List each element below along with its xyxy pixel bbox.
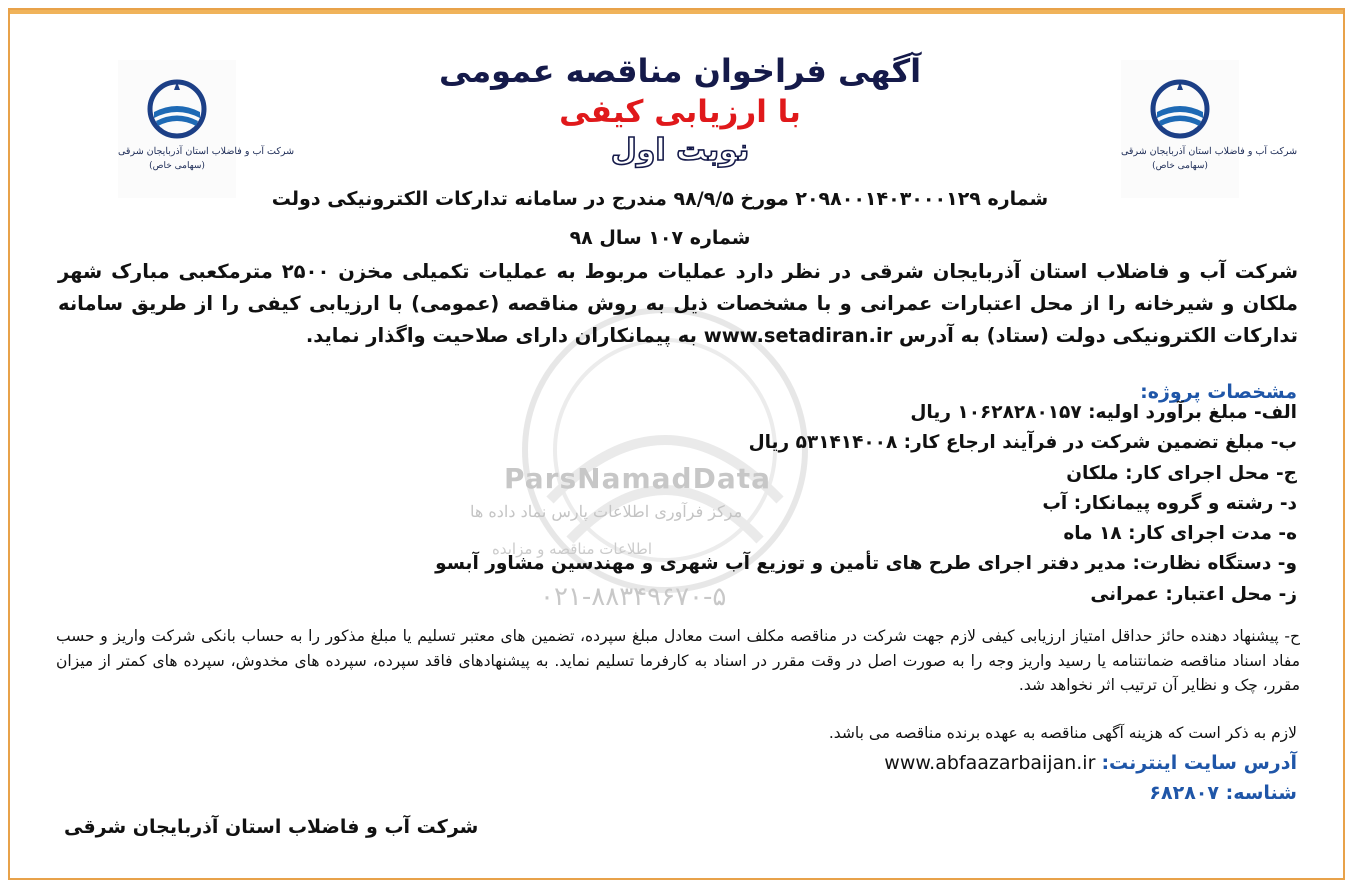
logo-company-name: شرکت آب و فاضلاب استان آذربایجان شرقی (118, 146, 295, 157)
specs-list (197, 398, 1297, 610)
spec-item: ز- محل اعتبار: عمرانی (1090, 583, 1297, 605)
deposit-note: ح- پیشنهاد دهنده حائز حداقل امتیاز ارزیابی کیفی لازم جهت شرکت در مناقصه مکلف است معادل مبلغ سپرده، تضمین های معتبر تسلیم یا مبلغ مذکور را به حساب بانکی شرکت واریز و حسب مفاد اسناد مناقصه ضمانتنامه یا رسید واریز وجه را به صورت اصل در وقت مقرر در اسناد به کارفرما تسلیم نماید. به پیشنهادهای فاقد سپرده، سپرده های مخدوش، سپرده های کمتر از میزان مقرر، چک و نظایر آن ترتیب اثر نخواهد شد. (56, 627, 1300, 694)
spec-item: د- رشته و گروه پیمانکار: آب (1042, 492, 1297, 514)
specs-title: مشخصات پروژه: (1140, 381, 1297, 403)
watermark-brand: ParsNamadData (504, 462, 771, 495)
spec-item: و- دستگاه نظارت: مدیر دفتر اجرای طرح های تأمین و توزیع آب شهری و مهندسین مشاور آبسو (435, 553, 1297, 575)
spec-item: ه- مدت اجرای کار: ۱۸ ماه (1063, 523, 1297, 545)
cost-note: لازم به ذکر است که هزینه آگهی مناقصه به عهده برنده مناقصه می باشد. (828, 724, 1297, 742)
company-logo-right (1121, 60, 1298, 198)
watermark-subtitle: مرکز فرآوری اطلاعات پارس نماد داده ها (470, 502, 743, 521)
watermark-phone: ۰۲۱-۸۸۳۴۹۶۷۰-۵ (540, 582, 727, 612)
website-line (884, 752, 1297, 774)
logo-company-name: شرکت آب و فاضلاب استان آذربایجان شرقی (1121, 146, 1298, 157)
watermark-subtitle-2: اطلاعات مناقصه و مزایده (492, 540, 652, 558)
spec-item: ج- محل اجرای کار: ملکان (1066, 462, 1297, 484)
company-signature: شرکت آب و فاضلاب استان آذربایجان شرقی (64, 816, 479, 838)
tender-number: شماره ۲۰۹۸۰۰۱۴۰۳۰۰۰۱۲۹ مورخ ۹۸/۹/۵ مندرج در سامانه تدارکات الکترونیکی دولت (271, 188, 1049, 210)
tender-number-2: شماره ۱۰۷ سال ۹۸ (569, 227, 751, 249)
announcement-subtitle: با ارزیابی کیفی (559, 94, 801, 130)
water-drop-logo-icon (1149, 78, 1211, 140)
announcement-round: نوبت اول (610, 133, 750, 168)
logo-company-type: (سهامی خاص) (1152, 161, 1208, 171)
water-drop-logo-icon (146, 78, 208, 140)
spec-item: ب- مبلغ تضمین شرکت در فرآیند ارجاع کار: ۵۳۱۴۱۴۰۰۸ ریال (748, 432, 1297, 454)
company-logo-left (118, 60, 295, 198)
website-link[interactable]: www.abfaazarbaijan.ir (884, 752, 1096, 774)
intro-paragraph: شرکت آب و فاضلاب استان آذربایجان شرقی در نظر دارد عملیات مربوط به عملیات تکمیلی مخزن ۲۵۰۰ مترمکعبی مبارک شهر ملکان و شیرخانه را از محل اعتبارات عمرانی و با مشخصات ذیل به روش مناقصه (عمومی) با ارزیابی کیفی را از طریق سامانه تدارکات الکترونیکی دولت (ستاد) به آدرس www.setadiran.ir به پیمانکاران دارای صلاحیت واگذار نماید. (58, 260, 1298, 347)
heading-block (250, 50, 1110, 170)
logo-company-type: (سهامی خاص) (149, 161, 205, 171)
website-label: آدرس سایت اینترنت: (1101, 752, 1297, 774)
spec-item: الف- مبلغ برآورد اولیه: ۱۰۶۲۸۲۸۰۱۵۷ ریال (910, 402, 1297, 423)
announcement-title: آگهی فراخوان مناقصه عمومی (438, 52, 922, 90)
ad-id: شناسه: ۶۸۲۸۰۷ (1149, 782, 1297, 804)
